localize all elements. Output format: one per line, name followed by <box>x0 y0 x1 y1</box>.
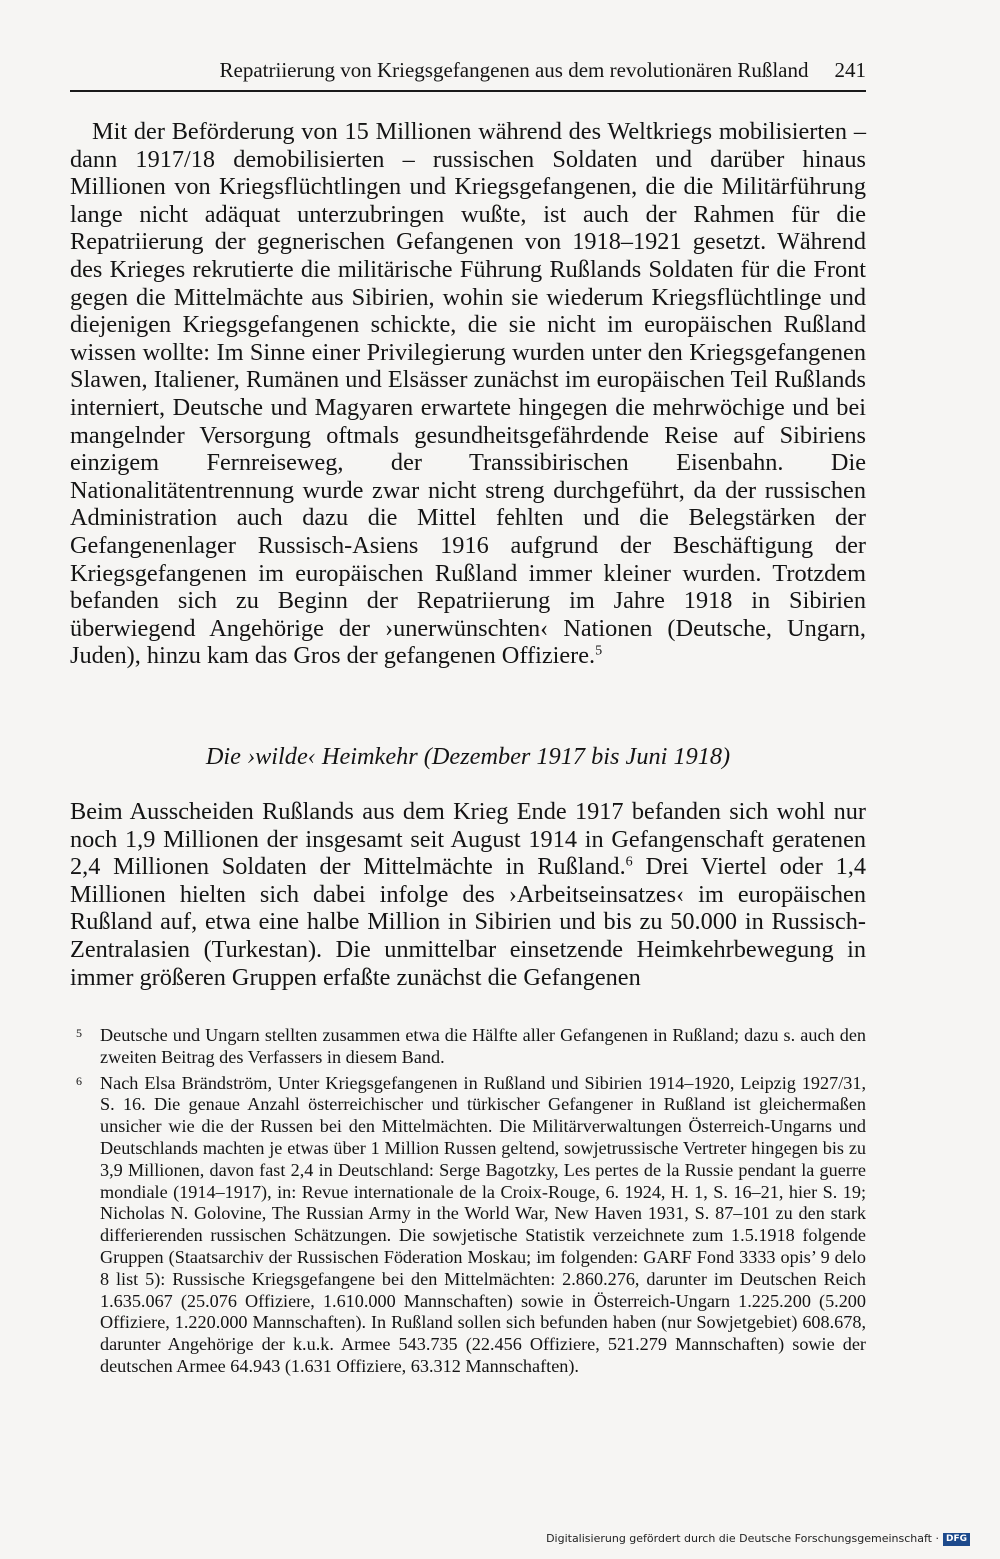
dfg-logo-icon: DFG <box>943 1533 970 1546</box>
footnotes <box>70 1025 866 1382</box>
section-heading: Die ›wilde‹ Heimkehr (Dezember 1917 bis Juni 1918) <box>205 743 731 770</box>
digitization-credit <box>546 1532 970 1546</box>
paragraph-2-text-start: Beim Ausscheiden Rußlands aus dem Krieg Ende 1917 befanden sich wohl nur noch 1,9 Millionen der insgesamt seit August 1914 in Gefangenschaft geratenen 2,4 Millionen Soldaten der Mittelmächte in Rußland. <box>70 798 866 881</box>
footnote-text: Deutsche und Ungarn stellten zusammen etwa die Hälfte aller Gefangenen in Rußland; dazu s. auch den zweiten Beitrag des Verfassers in diesem Band. <box>100 1025 866 1067</box>
body-paragraph-2 <box>70 798 866 991</box>
footnote-5 <box>70 1025 866 1069</box>
footnote-text: Nach Elsa Brändström, Unter Kriegsgefangenen in Rußland und Sibirien 1914–1920, Leipzig 1927/31, S. 16. Die genaue Anzahl österreichischer und türkischer Gefangener in Rußland ist gleichermaßen unsicher wie die der Russen bei den Mittelmächten. Die Militärverwaltungen Österreich-Ungarns und Deutschlands machten je etwas über 1 Million Russen geltend, sowjetrussische Vertreter hingegen bis zu 3,9 Millionen, davon fast 2,4 in Deutschland: Serge Bagotzky, Les pertes de la Russie pendant la guerre mondiale (1914–1917), in: Revue internationale de la Croix-Rouge, 6. 1924, H. 1, S. 16–21, hier S. 19; Nicholas N. Golovine, The Russian Army in the World War, New Haven 1931, S. 87–101 zu den stark differierenden russischen Schätzungen. Die sowjetische Statistik verzeichnete zum 1.5.1918 folgende Gruppen (Staatsarchiv der Russischen Föderation Moskau; im folgenden: GARF Fond 3333 opis’ 9 delo 8 list 5): Russische Kriegsgefangene bei den Mittelmächten: 2.860.276, darunter im Deutschen Reich 1.635.067 (25.076 Offiziere, 1.610.000 Mannschaften) sowie in Österreich-Ungarn 1.225.200 (5.200 Offiziere, 1.220.000 Mannschaften). In Rußland sollen sich befunden haben (nur Sowjetgebiet) 608.678, darunter Angehörige der k.u.k. Armee 543.735 (22.456 Offiziere, 521.279 Mannschaften) sowie der deutschen Armee 64.943 (1.631 Offiziere, 63.312 Mannschaften). <box>100 1072 866 1376</box>
footnote-mark: 5 <box>76 1026 82 1040</box>
footnote-mark: 6 <box>76 1073 82 1088</box>
running-title: Repatriierung von Kriegsgefangenen aus dem revolutionären Rußland <box>219 58 809 82</box>
body-paragraph-1 <box>70 118 866 670</box>
footnote-ref-5: 5 <box>595 642 603 659</box>
page-number: 241 <box>834 58 866 82</box>
header-rule <box>70 90 866 92</box>
footnote-ref-6: 6 <box>625 853 633 870</box>
credit-text: Digitalisierung gefördert durch die Deutsche Forschungsgemeinschaft · <box>546 1532 939 1545</box>
running-head <box>70 56 866 84</box>
paragraph-2-text-end: Drei Viertel oder 1,4 Millionen hielten sich dabei infolge des ›Arbeitseinsatzes‹ im europäischen Rußland auf, etwa eine halbe Million in Sibirien und bis zu 50.000 in Russisch-Zentralasien (Turkestan). Die unmittelbar einsetzende Heimkehrbewegung in immer größeren Gruppen erfaßte zunächst die Gefangenen <box>70 853 866 991</box>
footnote-6 <box>70 1073 866 1378</box>
paragraph-1-text: Mit der Beförderung von 15 Millionen während des Weltkriegs mobilisierten – dann 1917/18 demobilisierten – russischen Soldaten und darüber hinaus Millionen von Kriegsflüchtlingen und Kriegsgefangenen, die die Militärführung lange nicht adäquat unterzubringen wußte, ist auch der Rahmen für die Repatriierung der gegnerischen Gefangenen von 1918–1921 gesetzt. Während des Krieges rekrutierte die militärische Führung Rußlands Soldaten für die Front gegen die Mittelmächte aus Sibirien, wohin sie wiederum Kriegsflüchtlinge und diejenigen Kriegsgefangenen schickte, die sie nicht im europäischen Rußland wissen wollte: Im Sinne einer Privilegierung wurden unter den Kriegsgefangenen Slawen, Italiener, Rumänen und Elsässer zunächst im europäischen Teil Rußlands interniert, Deutsche und Magyaren erwartete hingegen die mehrwöchige und bei mangelnder Versorgung oftmals gesundheitsgefährdende Reise auf Sibiriens einzigem Fernreiseweg, der Transsibirischen Eisenbahn. Die Nationalitätentrennung wurde zwar nicht streng durchgeführt, da der russischen Administration auch dazu die Mittel fehlten und die Belegstärken der Gefangenenlager Russisch-Asiens 1916 aufgrund der Beschäftigung der Kriegsgefangenen im europäischen Rußland immer kleiner wurden. Trotzdem befanden sich zu Beginn der Repatriierung im Jahre 1918 in Sibirien überwiegend Angehörige der ›unerwünschten‹ Nationen (Deutsche, Ungarn, Juden), hinzu kam das Gros der gefangenen Offiziere. <box>70 118 866 670</box>
